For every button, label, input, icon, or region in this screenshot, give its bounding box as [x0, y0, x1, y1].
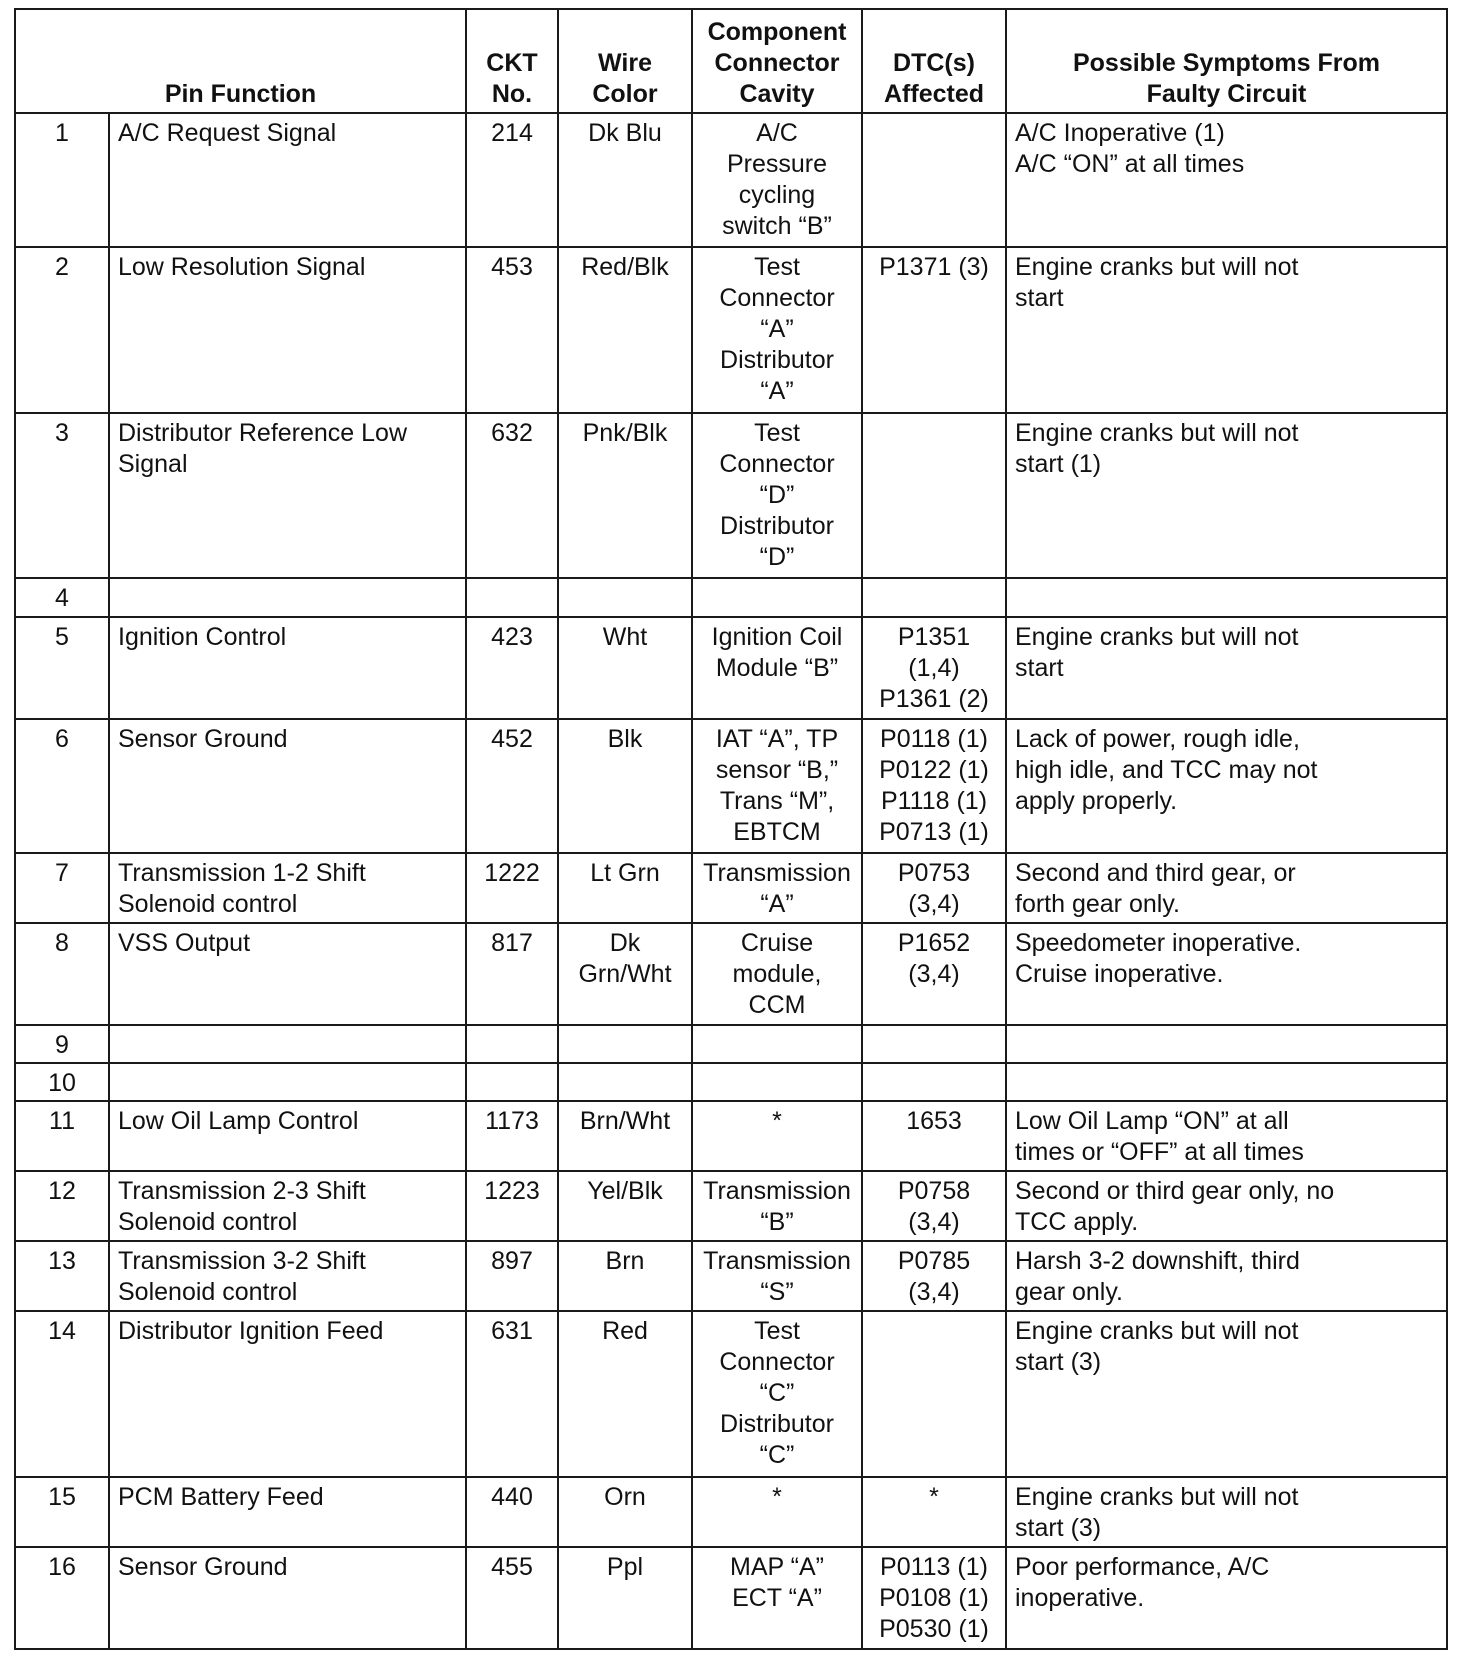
ckt-number-cell — [466, 578, 558, 617]
header-pin-function: Pin Function — [15, 9, 466, 113]
wire-color-cell: Brn/Wht — [558, 1101, 692, 1171]
table-row — [15, 413, 1447, 579]
table-row — [15, 1547, 1447, 1649]
table-row — [15, 853, 1447, 923]
possible-symptoms-cell — [1006, 1063, 1447, 1101]
pin-number-cell: 7 — [15, 853, 109, 923]
dtc-affected-cell: P0118 (1) P0122 (1) P1118 (1) P0713 (1) — [862, 719, 1006, 853]
pin-function-cell: Low Oil Lamp Control — [109, 1101, 466, 1171]
wire-color-cell: Yel/Blk — [558, 1171, 692, 1241]
wire-color-cell — [558, 578, 692, 617]
possible-symptoms-cell: Engine cranks but will not start — [1006, 247, 1447, 413]
pin-number-cell: 2 — [15, 247, 109, 413]
component-connector-cavity-cell — [692, 1025, 862, 1063]
component-connector-cavity-cell: Test Connector “A” Distributor “A” — [692, 247, 862, 413]
ckt-number-cell: 455 — [466, 1547, 558, 1649]
ckt-number-cell: 423 — [466, 617, 558, 719]
header-component-connector-cavity: Component Connector Cavity — [692, 9, 862, 113]
possible-symptoms-cell: Second or third gear only, no TCC apply. — [1006, 1171, 1447, 1241]
pin-function-cell: Ignition Control — [109, 617, 466, 719]
component-connector-cavity-cell: Test Connector “C” Distributor “C” — [692, 1311, 862, 1477]
table-row — [15, 1063, 1447, 1101]
ckt-number-cell: 214 — [466, 113, 558, 247]
table-row — [15, 1311, 1447, 1477]
table-row — [15, 1241, 1447, 1311]
ckt-number-cell: 452 — [466, 719, 558, 853]
component-connector-cavity-cell: Transmission “B” — [692, 1171, 862, 1241]
header-dtc-affected: DTC(s) Affected — [862, 9, 1006, 113]
table-row — [15, 113, 1447, 247]
pin-function-cell — [109, 1063, 466, 1101]
pin-number-cell: 9 — [15, 1025, 109, 1063]
wire-color-cell: Red/Blk — [558, 247, 692, 413]
possible-symptoms-cell: Engine cranks but will not start — [1006, 617, 1447, 719]
wire-color-cell: Brn — [558, 1241, 692, 1311]
component-connector-cavity-cell — [692, 578, 862, 617]
table-row — [15, 1025, 1447, 1063]
dtc-affected-cell: P1652 (3,4) — [862, 923, 1006, 1025]
possible-symptoms-cell: Low Oil Lamp “ON” at all times or “OFF” at all times — [1006, 1101, 1447, 1171]
wire-color-cell: Orn — [558, 1477, 692, 1547]
wire-color-cell: Dk Grn/Wht — [558, 923, 692, 1025]
dtc-affected-cell: 1653 — [862, 1101, 1006, 1171]
table-row — [15, 247, 1447, 413]
pin-function-cell — [109, 578, 466, 617]
dtc-affected-cell: P0758 (3,4) — [862, 1171, 1006, 1241]
dtc-affected-cell: P1351 (1,4) P1361 (2) — [862, 617, 1006, 719]
table-row — [15, 1171, 1447, 1241]
wire-color-cell: Wht — [558, 617, 692, 719]
possible-symptoms-cell: Poor performance, A/C inoperative. — [1006, 1547, 1447, 1649]
component-connector-cavity-cell: A/C Pressure cycling switch “B” — [692, 113, 862, 247]
possible-symptoms-cell — [1006, 1025, 1447, 1063]
ckt-number-cell: 1173 — [466, 1101, 558, 1171]
possible-symptoms-cell: Lack of power, rough idle, high idle, and TCC may not apply properly. — [1006, 719, 1447, 853]
table-row — [15, 1477, 1447, 1547]
possible-symptoms-cell: Speedometer inoperative. Cruise inoperative. — [1006, 923, 1447, 1025]
ckt-number-cell: 631 — [466, 1311, 558, 1477]
pin-function-cell: Low Resolution Signal — [109, 247, 466, 413]
dtc-affected-cell: P1371 (3) — [862, 247, 1006, 413]
pin-number-cell: 12 — [15, 1171, 109, 1241]
pin-function-table — [14, 8, 1448, 1650]
pin-function-cell: VSS Output — [109, 923, 466, 1025]
pin-number-cell: 5 — [15, 617, 109, 719]
pin-number-cell: 14 — [15, 1311, 109, 1477]
component-connector-cavity-cell: IAT “A”, TP sensor “B,” Trans “M”, EBTCM — [692, 719, 862, 853]
possible-symptoms-cell: Engine cranks but will not start (3) — [1006, 1477, 1447, 1547]
dtc-affected-cell — [862, 1311, 1006, 1477]
pin-number-cell: 11 — [15, 1101, 109, 1171]
possible-symptoms-cell: Engine cranks but will not start (3) — [1006, 1311, 1447, 1477]
component-connector-cavity-cell — [692, 1063, 862, 1101]
table-body — [15, 113, 1447, 1649]
pin-function-cell: Transmission 3-2 Shift Solenoid control — [109, 1241, 466, 1311]
dtc-affected-cell — [862, 113, 1006, 247]
wire-color-cell: Pnk/Blk — [558, 413, 692, 579]
pin-function-cell — [109, 1025, 466, 1063]
wire-color-cell: Ppl — [558, 1547, 692, 1649]
dtc-affected-cell: * — [862, 1477, 1006, 1547]
header-ckt-no: CKT No. — [466, 9, 558, 113]
pin-number-cell: 4 — [15, 578, 109, 617]
pin-number-cell: 13 — [15, 1241, 109, 1311]
possible-symptoms-cell: Harsh 3-2 downshift, third gear only. — [1006, 1241, 1447, 1311]
table-row — [15, 617, 1447, 719]
ckt-number-cell: 632 — [466, 413, 558, 579]
table-row — [15, 719, 1447, 853]
pin-number-cell: 1 — [15, 113, 109, 247]
header-row — [15, 9, 1447, 113]
pin-function-cell: Sensor Ground — [109, 1547, 466, 1649]
dtc-affected-cell: P0785 (3,4) — [862, 1241, 1006, 1311]
wire-color-cell — [558, 1025, 692, 1063]
pin-function-cell: A/C Request Signal — [109, 113, 466, 247]
wire-color-cell — [558, 1063, 692, 1101]
possible-symptoms-cell: Engine cranks but will not start (1) — [1006, 413, 1447, 579]
pin-function-cell: Transmission 2-3 Shift Solenoid control — [109, 1171, 466, 1241]
dtc-affected-cell: P0753 (3,4) — [862, 853, 1006, 923]
component-connector-cavity-cell: Ignition Coil Module “B” — [692, 617, 862, 719]
component-connector-cavity-cell: * — [692, 1477, 862, 1547]
pin-number-cell: 16 — [15, 1547, 109, 1649]
pin-number-cell: 10 — [15, 1063, 109, 1101]
component-connector-cavity-cell: Cruise module, CCM — [692, 923, 862, 1025]
dtc-affected-cell — [862, 578, 1006, 617]
ckt-number-cell — [466, 1025, 558, 1063]
table-row — [15, 1101, 1447, 1171]
pin-number-cell: 8 — [15, 923, 109, 1025]
pin-function-cell: Distributor Reference Low Signal — [109, 413, 466, 579]
dtc-affected-cell — [862, 1063, 1006, 1101]
table-row — [15, 578, 1447, 617]
pin-function-cell: Sensor Ground — [109, 719, 466, 853]
wire-color-cell: Dk Blu — [558, 113, 692, 247]
dtc-affected-cell: P0113 (1) P0108 (1) P0530 (1) — [862, 1547, 1006, 1649]
ckt-number-cell: 1223 — [466, 1171, 558, 1241]
pin-function-cell: Transmission 1-2 Shift Solenoid control — [109, 853, 466, 923]
table-row — [15, 923, 1447, 1025]
ckt-number-cell: 440 — [466, 1477, 558, 1547]
component-connector-cavity-cell: Test Connector “D” Distributor “D” — [692, 413, 862, 579]
header-possible-symptoms: Possible Symptoms From Faulty Circuit — [1006, 9, 1447, 113]
possible-symptoms-cell: A/C Inoperative (1) A/C “ON” at all times — [1006, 113, 1447, 247]
dtc-affected-cell — [862, 413, 1006, 579]
component-connector-cavity-cell: MAP “A” ECT “A” — [692, 1547, 862, 1649]
wire-color-cell: Lt Grn — [558, 853, 692, 923]
pin-number-cell: 3 — [15, 413, 109, 579]
wire-color-cell: Red — [558, 1311, 692, 1477]
ckt-number-cell: 453 — [466, 247, 558, 413]
component-connector-cavity-cell: * — [692, 1101, 862, 1171]
ckt-number-cell: 897 — [466, 1241, 558, 1311]
component-connector-cavity-cell: Transmission “A” — [692, 853, 862, 923]
header-wire-color: Wire Color — [558, 9, 692, 113]
component-connector-cavity-cell: Transmission “S” — [692, 1241, 862, 1311]
possible-symptoms-cell — [1006, 578, 1447, 617]
dtc-affected-cell — [862, 1025, 1006, 1063]
pin-number-cell: 6 — [15, 719, 109, 853]
ckt-number-cell: 1222 — [466, 853, 558, 923]
wire-color-cell: Blk — [558, 719, 692, 853]
ckt-number-cell: 817 — [466, 923, 558, 1025]
pin-function-cell: PCM Battery Feed — [109, 1477, 466, 1547]
pin-function-cell: Distributor Ignition Feed — [109, 1311, 466, 1477]
ckt-number-cell — [466, 1063, 558, 1101]
possible-symptoms-cell: Second and third gear, or forth gear only. — [1006, 853, 1447, 923]
pin-number-cell: 15 — [15, 1477, 109, 1547]
